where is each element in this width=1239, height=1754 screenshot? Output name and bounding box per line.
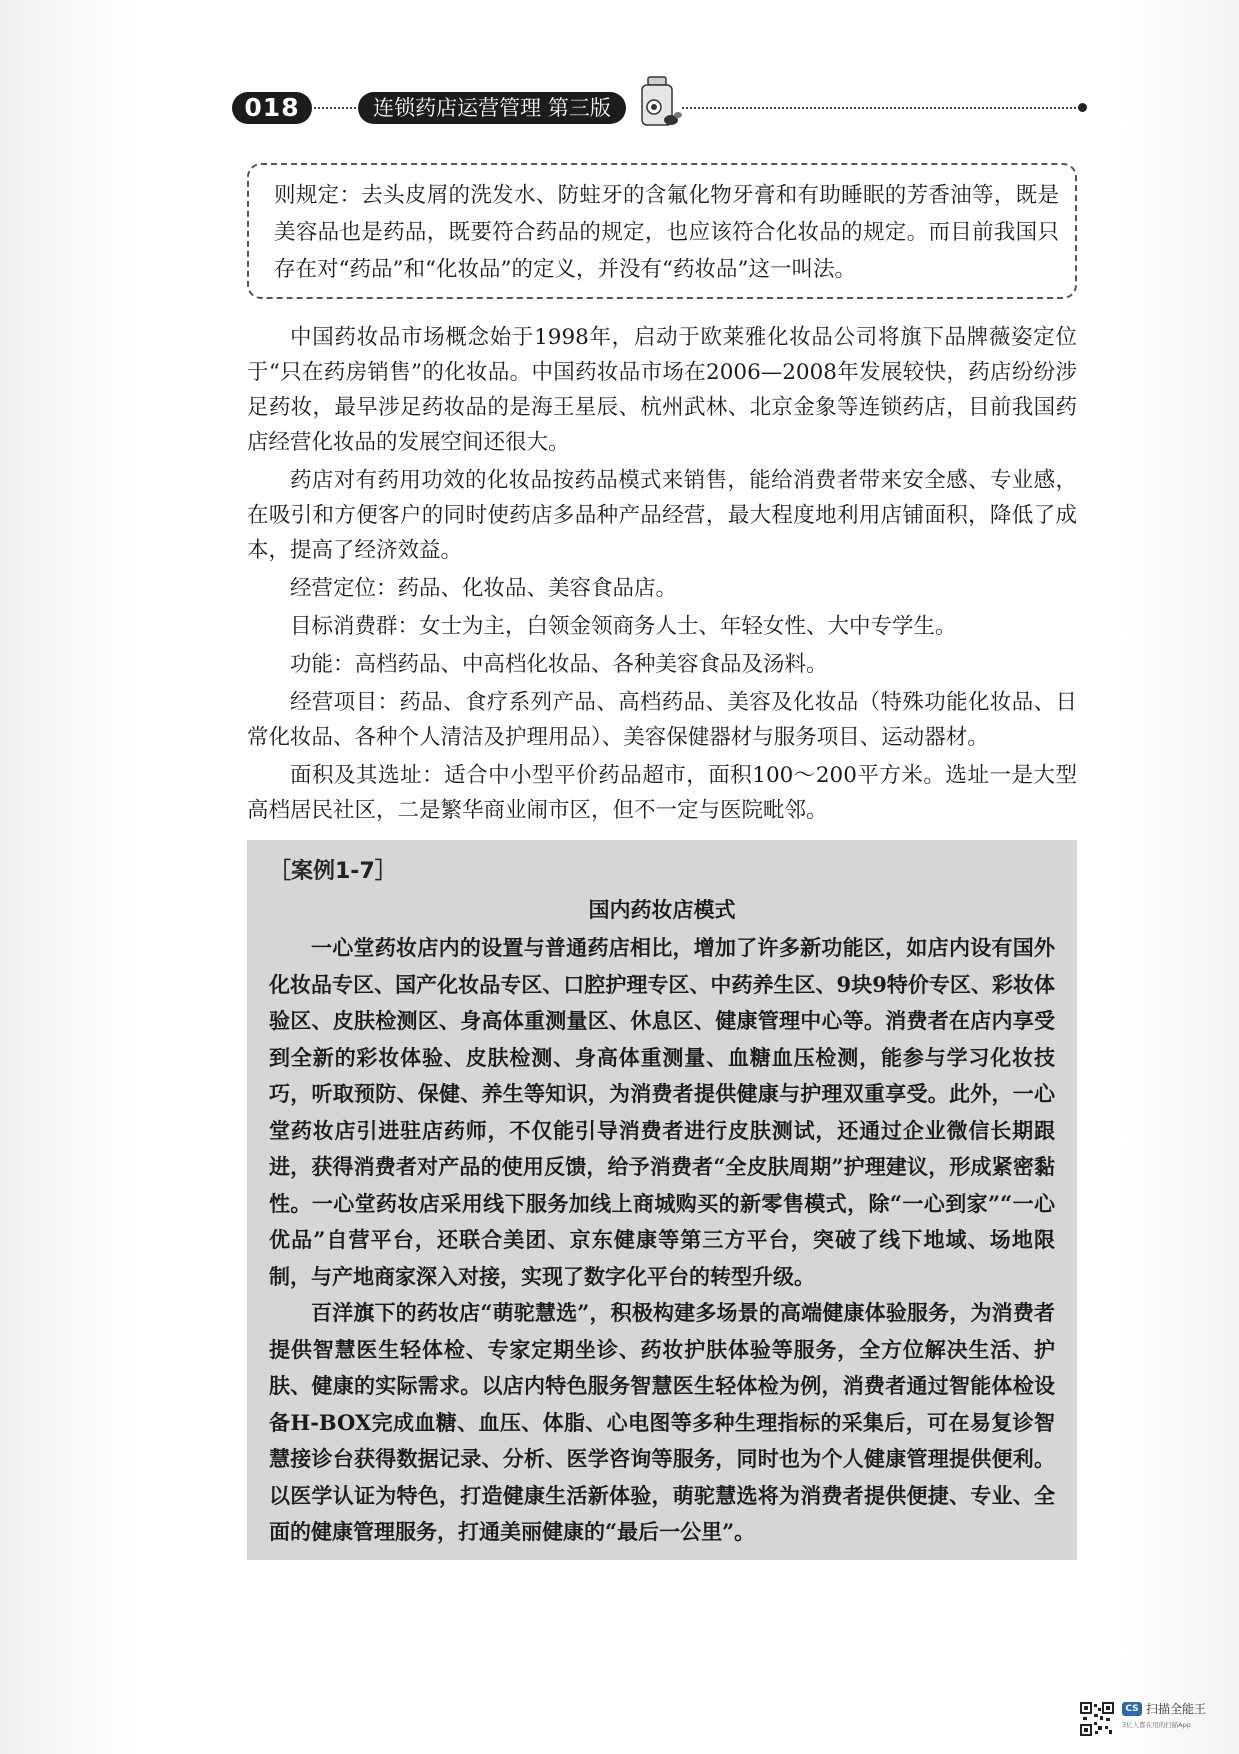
case-paragraph: 一心堂药妆店内的设置与普通药店相比，增加了许多新功能区，如店内设有国外化妆品专区、国产化妆品专区、口腔护理专区、中药养生区、9块9特价专区、彩妆体验区、皮肤检测区、身高体重测量区、休息区、健康管理中心等。消费者在店内享受到全新的彩妆体验、皮肤检测、身高体重测量、血糖血压检测，能参与学习化妆技巧，听取预防、保健、养生等知识，为消费者提供健康与护理双重享受。此外，一心堂药妆店引进驻店药师，不仅能引导消费者进行皮肤测试，还通过企业微信长期跟进，获得消费者对产品的使用反馈，给予消费者“全皮肤周期”护理建议，形成紧密黏性。一心堂药妆店采用线下服务加线上商城购买的新零售模式，除“一心到家”“一心优品”自营平台，还联合美团、京东健康等第三方平台，突破了线下地域、场地限制，与产地商家深入对接，实现了数字化平台的转型升级。 <box>269 935 1055 1289</box>
paragraph: 面积及其选址：适合中小型平价药品超市，面积100～200平方米。选址一是大型高档居民社区，二是繁华商业闹市区，但不一定与医院毗邻。 <box>247 763 1077 823</box>
paragraph: 药店对有药用功效的化妆品按药品模式来销售，能给消费者带来安全感、专业感，在吸引和方便客户的同时使药店多品种产品经营，最大程度地利用店铺面积，降低了成本，提高了经济效益。 <box>247 468 1077 563</box>
book-title: 连锁药店运营管理 第三版 <box>358 92 626 124</box>
body-text <box>247 320 1077 828</box>
medicine-bottle-icon <box>634 74 682 132</box>
watermark-app-name: 扫描全能王 <box>1146 1702 1207 1716</box>
qr-code-icon <box>1080 1702 1114 1736</box>
page-number: 018 <box>232 92 312 124</box>
paragraph: 目标消费群：女士为主，白领金领商务人士、年轻女性、大中专学生。 <box>290 614 957 639</box>
cs-logo-badge: CS <box>1122 1702 1142 1716</box>
paragraph: 经营定位：药品、化妆品、美容食品店。 <box>290 576 678 601</box>
paragraph: 中国药妆品市场概念始于1998年，启动于欧莱雅化妆品公司将旗下品牌薇姿定位于“只在药房销售”的化妆品。中国药妆品市场在2006—2008年发展较快，药店纷纷涉足药妆，最早涉足药妆品的是海王星辰、杭州武林、北京金象等连锁药店，目前我国药店经营化妆品的发展空间还很大。 <box>247 325 1077 455</box>
paragraph: 经营项目：药品、食疗系列产品、高档药品、美容及化妆品（特殊功能化妆品、日常化妆品、各种个人清洁及护理用品）、美容保健器材与服务项目、运动器材。 <box>247 690 1077 750</box>
header-rule-end-dot <box>1078 103 1087 112</box>
case-paragraph: 百洋旗下的药妆店“萌驼慧选”，积极构建多场景的高端健康体验服务，为消费者提供智慧医生轻体检、专家定期坐诊、药妆护肤体验等服务，全方位解决生活、护肤、健康的实际需求。以店内特色服务智慧医生轻体检为例，消费者通过智能体检设备H-BOX完成血糖、血压、体脂、心电图等多种生理指标的采集后，可在易复诊智慧接诊台获得数据记录、分析、医学咨询等服务，同时也为个人健康管理提供便利。以医学认证为特色，打造健康生活新体验，萌驼慧选将为消费者提供便捷、专业、全面的健康管理服务，打通美丽健康的“最后一公里”。 <box>269 1300 1055 1544</box>
scanner-watermark <box>1080 1698 1230 1742</box>
paragraph: 功能：高档药品、中高档化妆品、各种美容食品及汤料。 <box>290 652 828 677</box>
header-dotted-rule-right <box>682 107 1080 109</box>
header-dotted-rule <box>314 107 356 109</box>
watermark-tagline: 3亿人都在用的扫描App <box>1122 1721 1191 1729</box>
case-label: ［案例1-7］ <box>269 859 397 884</box>
note-text: 则规定：去头皮屑的洗发水、防蛀牙的含氟化物牙膏和有助睡眠的芳香油等，既是美容品也是药品，既要符合药品的规定，也应该符合化妆品的规定。而目前我国只存在对“药品”和“化妆品”的定义，并没有“药妆品”这一叫法。 <box>274 183 1059 282</box>
case-study-box <box>247 840 1077 1560</box>
page-header <box>232 80 1092 140</box>
note-box <box>247 163 1077 299</box>
case-title: 国内药妆店模式 <box>588 898 736 922</box>
